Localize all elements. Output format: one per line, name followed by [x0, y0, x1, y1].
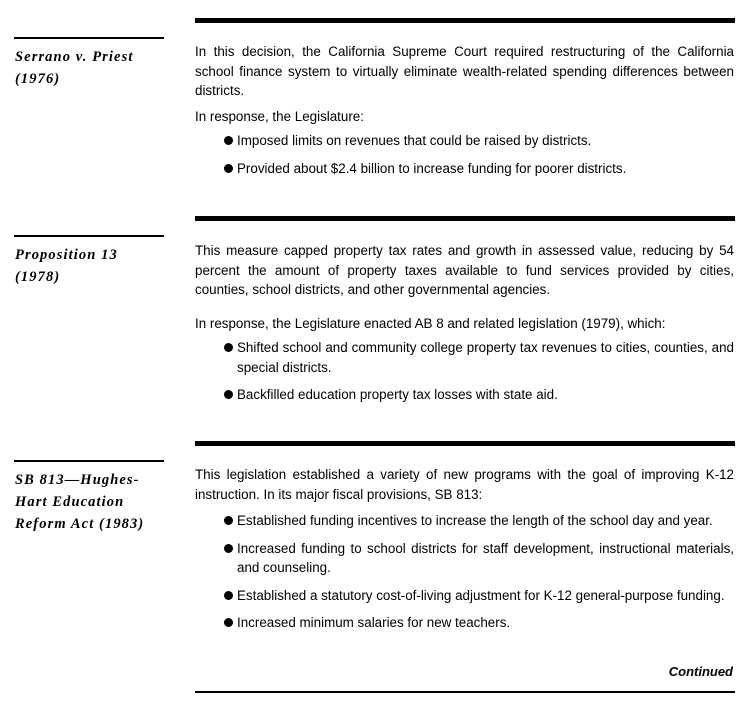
title-rule: [14, 37, 164, 39]
list-item-text: Established a statutory cost-of-living adjustment for K-12 general-purpose funding.: [237, 587, 725, 603]
list-item-text: Shifted school and community college property tax revenues to cities, counties, and special districts.: [237, 340, 734, 375]
entry-body: [195, 465, 734, 641]
list-item: [224, 539, 734, 578]
list-item: [224, 385, 734, 405]
entry-title: [15, 244, 165, 288]
list-item: [224, 586, 734, 606]
section-rule: [195, 441, 735, 446]
entry-title: [15, 469, 165, 535]
list-item-text: Increased minimum salaries for new teachers.: [237, 615, 511, 630]
bullet-icon: [224, 343, 233, 352]
entry-title: [15, 46, 165, 90]
bullet-icon: [224, 136, 233, 145]
bullet-list: [195, 131, 734, 178]
paragraph: In response, the Legislature:: [195, 108, 364, 124]
section-rule: [195, 18, 735, 23]
title-line: Serrano v. Priest: [15, 49, 134, 65]
paragraph: This legislation established a variety of new programs with the goal of improving K-12 instruction. In its major fiscal provisions, SB 813:: [195, 467, 734, 502]
entry-body: [195, 42, 734, 186]
list-item-text: Provided about $2.4 billion to increase funding for poorer districts.: [237, 160, 627, 176]
list-item-text: Increased funding to school districts for staff development, instructional materials, and counseling.: [237, 540, 734, 575]
bullet-icon: [224, 618, 233, 627]
bullet-list: [195, 338, 734, 405]
list-item-text: Backfilled education property tax losses with state aid.: [237, 387, 558, 402]
bottom-rule: [195, 691, 735, 693]
entry-body: [195, 241, 734, 413]
title-line: Proposition 13: [15, 247, 118, 263]
list-item: [224, 613, 734, 633]
bullet-icon: [224, 544, 233, 553]
paragraph: In response, the Legislature enacted AB 8 and related legislation (1979), which:: [195, 315, 666, 331]
list-item: [224, 131, 734, 151]
title-line: Hart Education: [15, 494, 125, 510]
title-line: SB 813—Hughes-: [15, 472, 140, 488]
paragraph: This measure capped property tax rates and growth in assessed value, reducing by 54 percent the amount of property taxes available to fund services provided by cities, counties, school districts, and other governmental agencies.: [195, 243, 734, 297]
title-rule: [14, 235, 164, 237]
list-item-text: Established funding incentives to increase the length of the school day and year.: [237, 513, 713, 528]
section-rule: [195, 216, 735, 221]
list-item: [224, 338, 734, 377]
continued-label: Continued: [668, 664, 733, 679]
title-line: (1976): [15, 71, 61, 87]
list-item: [224, 159, 734, 179]
bullet-icon: [224, 516, 233, 525]
paragraph: In this decision, the California Supreme Court required restructuring of the California school finance system to virtually eliminate wealth-related spending differences between districts.: [195, 44, 734, 98]
bullet-icon: [224, 164, 233, 173]
title-line: Reform Act (1983): [15, 516, 145, 532]
list-item-text: Imposed limits on revenues that could be raised by districts.: [237, 133, 592, 148]
title-line: (1978): [15, 269, 61, 285]
bullet-icon: [224, 591, 233, 600]
bullet-icon: [224, 390, 233, 399]
list-item: [224, 511, 734, 531]
title-rule: [14, 460, 164, 462]
bullet-list: [195, 511, 734, 633]
